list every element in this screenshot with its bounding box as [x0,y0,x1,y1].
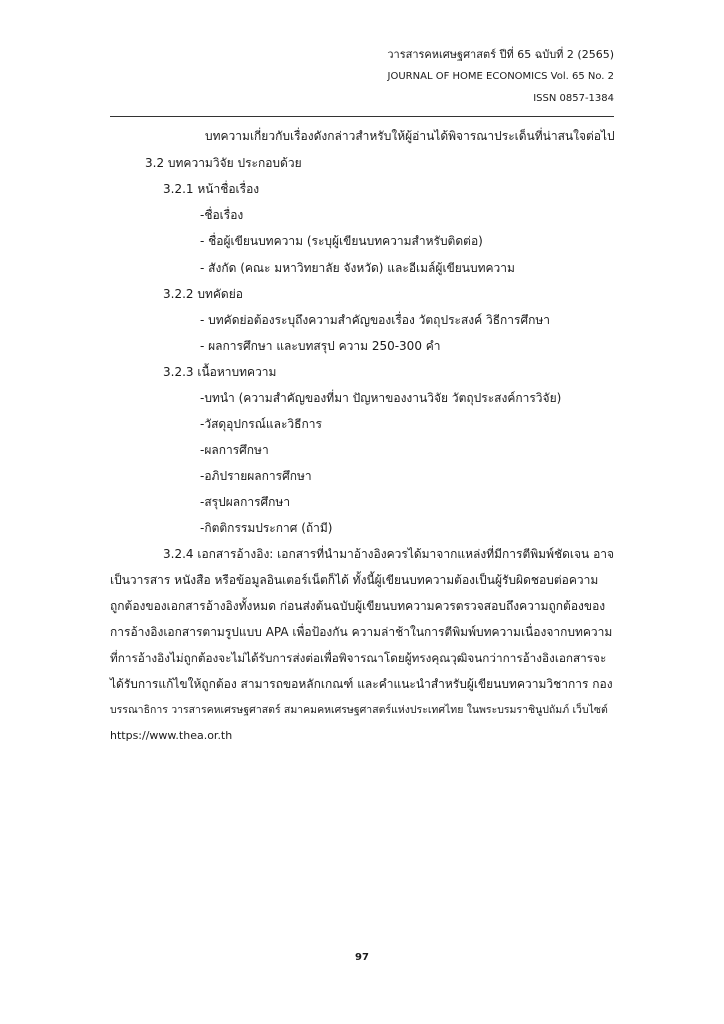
journal-issn: ISSN 0857-1384 [533,93,614,104]
list-item: -สรุปผลการศึกษา [200,495,291,509]
journal-title-english: JOURNAL OF HOME ECONOMICS Vol. 65 No. 2 [387,71,614,82]
page-number: 97 [355,952,369,963]
paragraph-line: 3.2.4 เอกสารอ้างอิง: เอกสารที่นำมาอ้างอิงควรได้มาจากแหล่งที่มีการตีพิมพ์ชัดเจน อาจ [163,547,615,561]
list-item: - บทคัดย่อต้องระบุถึงความสำคัญของเรื่อง วัตถุประสงค์ วิธีการศึกษา [200,313,551,327]
list-item: -ชื่อเรื่อง [200,208,244,222]
section-heading-3-2: 3.2 บทความวิจัย ประกอบด้วย [145,156,302,170]
paragraph-line: การอ้างอิงเอกสารตามรูปแบบ APA เพื่อป้องกัน ความล่าช้าในการตีพิมพ์บทความเนื่องจากบทความ [110,625,613,639]
intro-line: บทความเกี่ยวกับเรื่องดังกล่าวสำหรับให้ผู้อ่านได้พิจารณาประเด็นที่น่าสนใจต่อไป [205,129,615,143]
list-item: - สังกัด (คณะ มหาวิทยาลัย จังหวัด) และอีเมล์ผู้เขียนบทความ [200,261,515,275]
paragraph-line: ถูกต้องของเอกสารอ้างอิงทั้งหมด ก่อนส่งต้นฉบับผู้เขียนบทความควรตรวจสอบถึงความถูกต้องของ [110,599,606,613]
list-item: -ผลการศึกษา [200,443,269,457]
journal-title-thai: วารสารคหเศษฐศาสตร์ ปีที่ 65 ฉบับที่ 2 (2565) [387,48,614,61]
list-item: -วัสดุอุปกรณ์และวิธีการ [200,417,322,431]
journal-header [387,44,614,110]
list-item: -กิตติกรรมประกาศ (ถ้ามี) [200,521,333,535]
list-item: - ชื่อผู้เขียนบทความ (ระบุผู้เขียนบทความสำหรับติดต่อ) [200,234,483,248]
paragraph-line: ที่การอ้างอิงไม่ถูกต้องจะไม่ได้รับการส่งต่อเพื่อพิจารณาโดยผู้ทรงคุณวุฒิจนกว่าการอ้างอิงเอกสารจะ [110,651,607,665]
paragraph-line: เป็นวารสาร หนังสือ หรือข้อมูลอินเตอร์เน็ตก็ได้ ทั้งนี้ผู้เขียนบทความต้องเป็นผู้รับผิดชอบต่อความ [110,573,599,587]
list-item: - ผลการศึกษา และบทสรุป ความ 250-300 คำ [200,339,441,353]
header-rule [110,116,614,117]
paragraph-line: บรรณาธิการ วารสารคหเศรษฐศาสตร์ สมาคมคหเศรษฐศาสตร์แห่งประเทศไทย ในพระบรมราชินูปถัมภ์ เว็บไซต์ [110,704,608,716]
website-url: https://www.thea.or.th [110,729,233,742]
subsection-title-3-2-2: 3.2.2 บทคัดย่อ [163,287,243,301]
list-item: -บทนำ (ความสำคัญของที่มา ปัญหาของงานวิจัย วัตถุประสงค์การวิจัย) [200,391,562,405]
paragraph-line: ได้รับการแก้ไขให้ถูกต้อง สามารถขอหลักเกณฑ์ และคำแนะนำสำหรับผู้เขียนบทความวิชาการ กอง [110,677,613,691]
subsection-title-3-2-1: 3.2.1 หน้าชื่อเรื่อง [163,182,260,196]
subsection-title-3-2-3: 3.2.3 เนื้อหาบทความ [163,365,277,379]
list-item: -อภิปรายผลการศึกษา [200,469,312,483]
